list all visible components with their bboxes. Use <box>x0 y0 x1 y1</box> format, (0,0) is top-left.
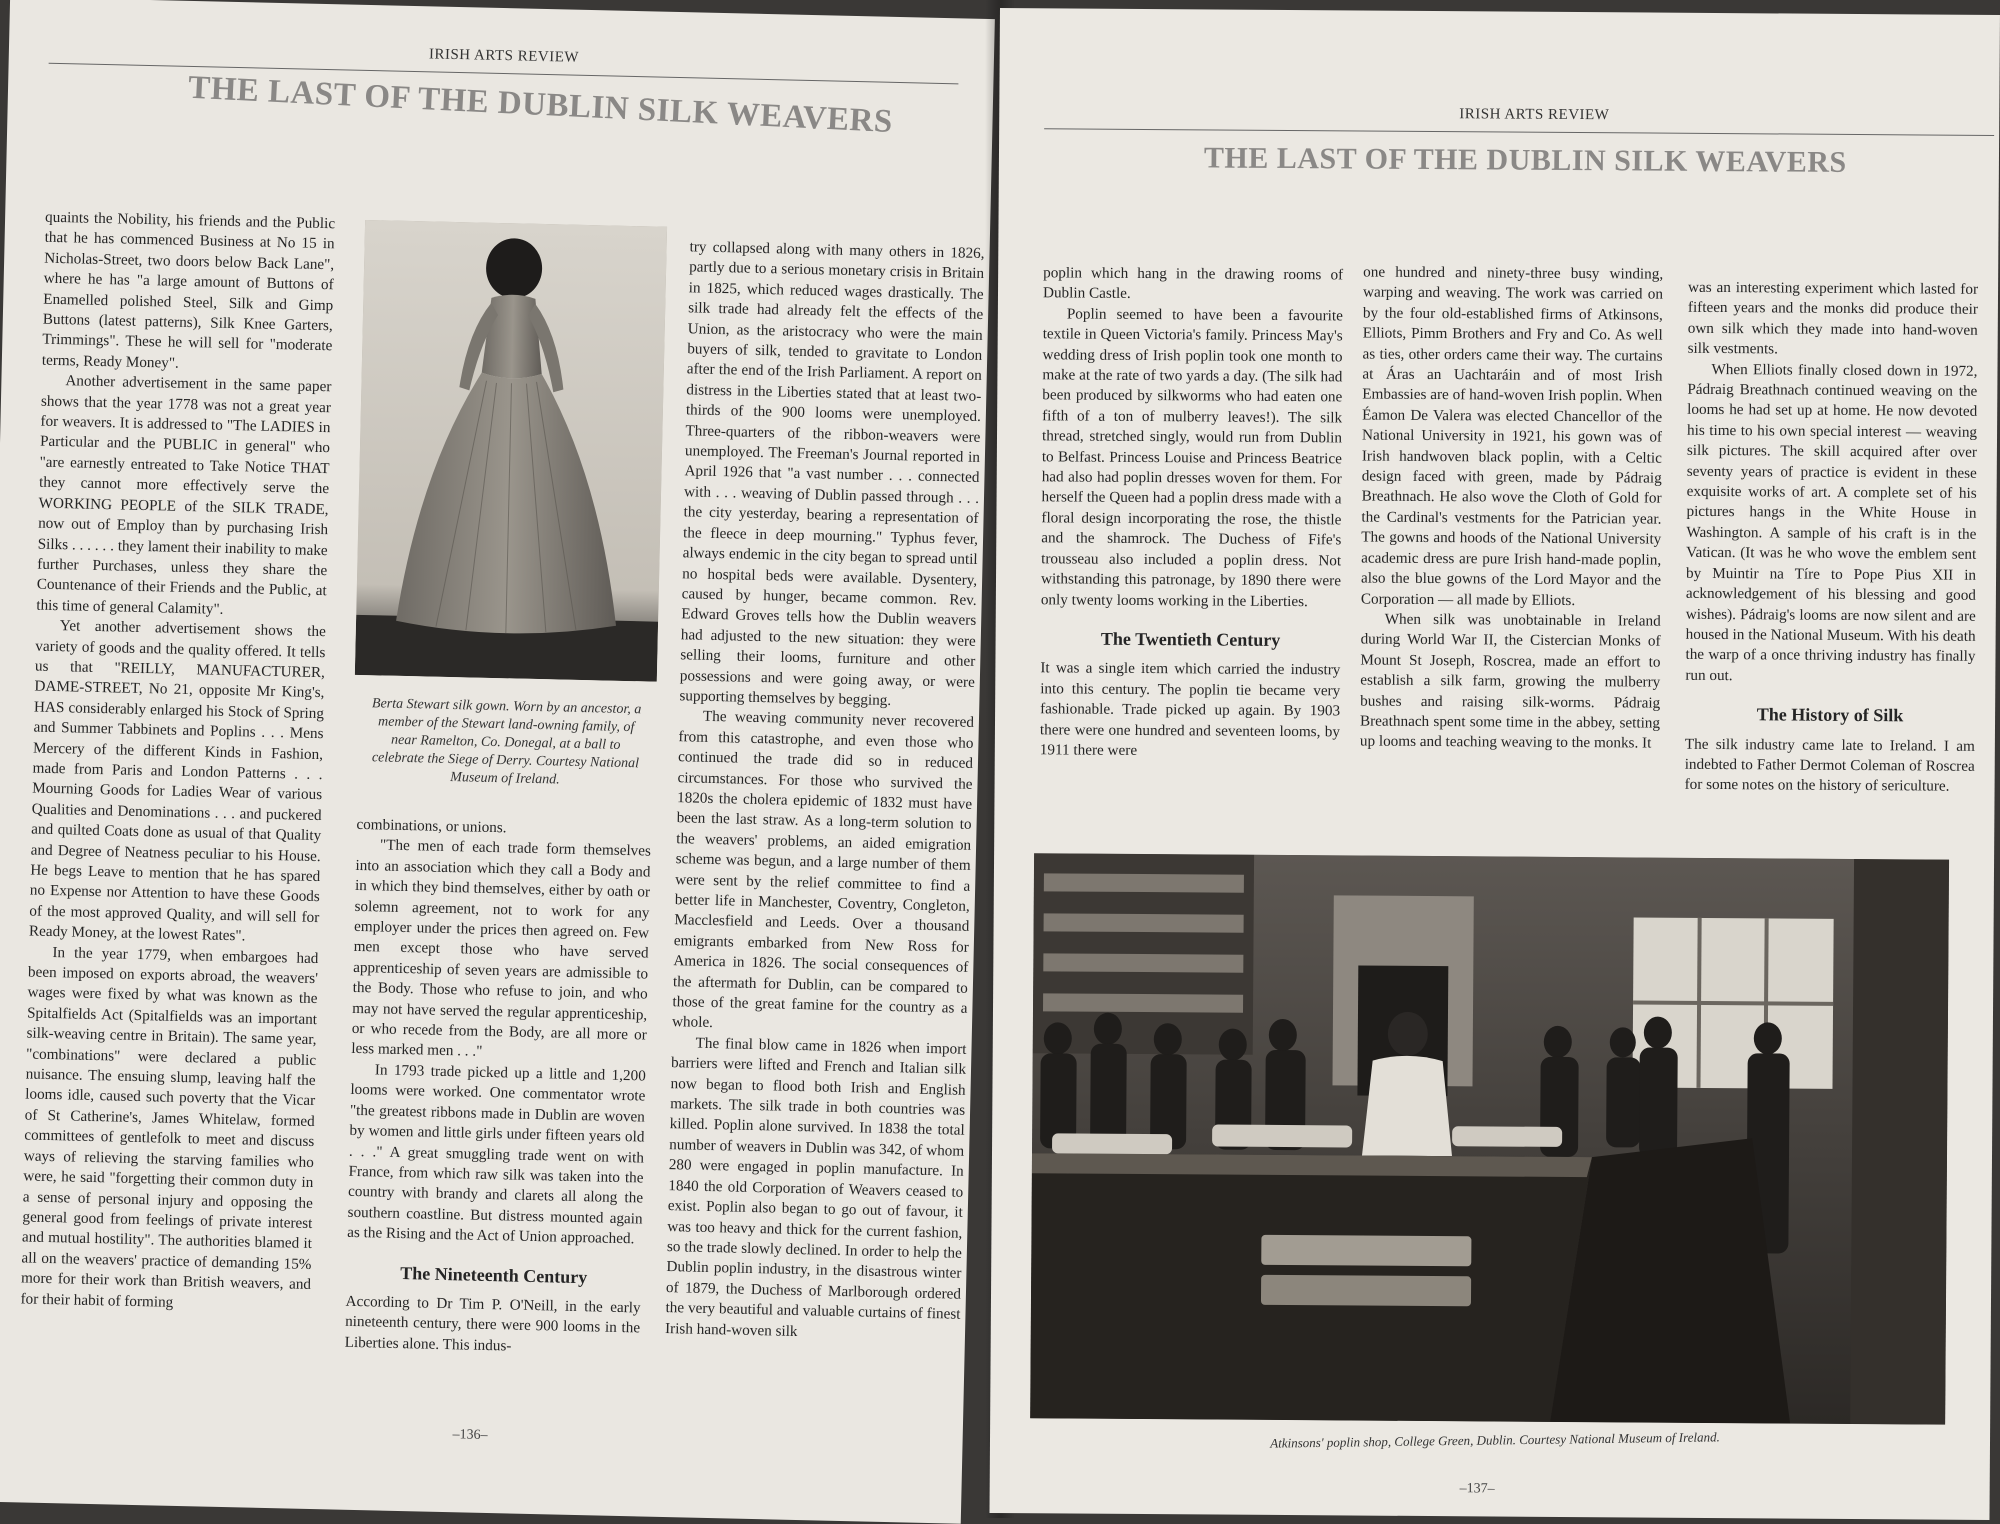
silk-gown-photo <box>355 220 667 682</box>
paragraph: Yet another advertisement shows the variety of goods and the quality offered. It tells us that "REILLY, MANUFACTURER, DAME-STREET, No 21, opposite Mr King's, HAS considerably enlarged his Stock of Spring and Summer Tabbinets and Poplins . . . Mens Mercery of the different Kinds in Fashion, made from Paris and London Patterns . . . Mourning Goods for Ladies Wear of various Qualities and Denominations . . . and puckered and quilted Coats done as usual of that Quality and Degree of Neatness peculiar to his House. He begs Leave to mention that he has spared no Expense nor Attention to have these Goods of the most approved Quality, and will sell for Ready Money, at the lowest Rates". <box>28 617 326 945</box>
paragraph: The weaving community never recovered from this catastrophe, and even those who continued the trade did so in reduced circumstances. For those who survived the 1820s the cholera epidemic of 1832 must have been the last straw. As a long-term solution to the weavers' problems, an aided emigration scheme was begun, and a large number of them were sent by the relief committee to find a better life in Manchester, Coventry, Congleton, Macclesfield and Leeds. Over a thousand emigrants embarked from New Ross for America in 1826. The social consequences of the aftermath for Dublin, can be compared to those of the great famine for the country as a whole. <box>671 708 975 1032</box>
page-title: THE LAST OF THE DUBLIN SILK WEAVERS <box>187 69 894 141</box>
running-head: IRISH ARTS REVIEW <box>428 46 580 66</box>
paragraph: According to Dr Tim P. O'Neill, in the early nineteenth century, there were 900 looms in the Liberties alone. This indus- <box>344 1292 641 1355</box>
paragraph: In the year 1779, when embargoes had been imposed on exports abroad, the weavers' wages were fixed by what was known as the Spitalfields Act (Spitalfields was an important silk-weaving centre in Britain). The same year, "combinations" were declared a public nuisance. The ensuing slump, leaving half the looms idle, caused such poverty that the Vicar of St Catherine's, James Whitelaw, formed committees of gentlefolk to meet and discuss ways of relieving the starving families who were, he said "forgetting their common duty in a sense of personal injury and opposing the general good from feelings of private interest and mutual hostility". The authorities blamed it all on the weavers' practice of demanding 15% more for their work than British weavers, and for their habit of forming <box>20 943 319 1311</box>
section-heading: The Nineteenth Century <box>400 1262 588 1287</box>
paragraph: Poplin seemed to have been a favourite textile in Queen Victoria's family. Princess May's wedding dress of Irish poplin took one month to make at the rate of two yards a day. (The silk had been produced by silkworms who had eaten one fifth of a ton of mulberry leaves!). The silk thread, stretched singly, would run from Dublin to Belfast. Princess Louise and Princess Beatrice had also had poplin dresses woven for them. For herself the Queen had a poplin dress made with a floral design incorporating the rose, the thistle and the shamrock. The Duchess of Fife's trousseau also included a poplin dress. Not withstanding this patronage, by 1890 there were only twenty looms working in the Liberties. <box>1040 305 1343 610</box>
page-title: THE LAST OF THE DUBLIN SILK WEAVERS <box>1203 141 1847 179</box>
paragraph: In 1793 trade picked up a little and 1,200 looms were worked. One commentator wrote "the greatest ribbons made in Dublin are woven by women and little girls under fifteen years old . . ." A great smuggling trade went on with France, from which raw silk was taken into the country with brandy and clarets all along the southern coastline. But distress mounted again as the Rising and the Act of Union approached. <box>346 1061 647 1248</box>
page-number: –137– <box>1459 1481 1495 1497</box>
paragraph: The final blow came in 1826 when import barriers were lifted and French and Italian silk now began to flood both Irish and English markets. The silk trade in both countries was killed. Poplin alone survived. In 1838 the total number of weavers in Dublin was 342, of whom 280 were engaged in poplin manufacture. In 1840 the old Corporation of Weavers ceased to exist. Poplin also began to go out of favour, it was too heavy and thick for the current fashion, so the trade slowly declined. In order to help the Dublin poplin industry, in the disastrous winter of 1879, the Duchess of Marlborough ordered the very beautiful and valuable curtains of finest Irish hand-woven silk <box>664 1034 967 1340</box>
shop-illustration <box>1030 853 1949 1424</box>
section-heading: The History of Silk <box>1756 704 1904 726</box>
paragraph: When silk was unobtainable in Ireland during World War II, the Cistercian Monks of Mount St Joseph, Roscrea, made an effort to establish a silk farm, growing the mulberry bushes and raising silk-worms. Pádraig Breathnach spent some time in the abbey, setting up looms and teaching weaving to the monks. It <box>1359 610 1661 752</box>
text-column-2 <box>1360 263 1663 755</box>
header-rule <box>49 63 959 85</box>
running-head: IRISH ARTS REVIEW <box>1459 106 1610 124</box>
paragraph: one hundred and ninety-three busy winding, warping and weaving. The work was carried on by the four old-established firms of Atkinsons, Elliots, Pimm Brothers and Fry and Co. As well as ties, other orders came their way. The curtains at Áras an Uachtaráin and of most Irish Embassies are of hand-woven Irish poplin. When Éamon De Valera was elected Chancellor of the National University in 1921, his gown was of Irish handwoven black poplin, with a Celtic design faced with green, made by Pádraig Breathnach. He also wove the Cloth of Gold for the Cardinal's vestments for the Patrician year. The gowns and hoods of the National University academic dress are pure Irish hand-made poplin, also the blue gowns of the Lord Mayor and the Corporation — all made by Elliots. <box>1360 263 1664 609</box>
gown-illustration <box>355 220 667 682</box>
paragraph: poplin which hang in the drawing rooms of Dublin Castle. <box>1042 264 1344 303</box>
page-number: –136– <box>452 1427 488 1444</box>
header-rule <box>1044 128 1994 136</box>
paragraph: It was a single item which carried the industry into this century. The poplin tie became very fashionable. Trade picked up again. By 1903 there were one hundred and seventeen looms, by 1911 there were <box>1039 659 1341 759</box>
paragraph: quaints the Nobility, his friends and the Public that he has commenced Business at No 15 in Nicholas-Street, two doors below Back Lane", where he has "a large amount of Buttons of Enamelled polished Steel, Silk and Gimp Buttons (latest patterns), Silk Knee Garters, Trimmings". These he will sell for "moderate terms, Ready Money". <box>41 208 336 372</box>
photo-caption: Atkinsons' poplin shop, College Green, Dublin. Courtesy National Museum of Ireland. <box>1270 1429 1720 1451</box>
section-heading: The Twentieth Century <box>1100 628 1281 650</box>
paragraph: The silk industry came late to Ireland. I am indebted to Father Dermot Coleman of Roscrea for some notes on the history of sericulture. <box>1684 735 1975 795</box>
paragraph: Another advertisement in the same paper shows that the year 1778 was not a great year for weavers. It is addressed to "The LADIES in Particular and the PUBLIC in general" who "are earnestly entreated to Take Notice THAT they cannot more effectively serve the WORKING PEOPLE of the SILK TRADE, now out of Employ than by purchasing Irish Silks . . . . . . they lament their inability to make further Purchases, unless they share the Countenance of their Friends and the Public, at this time of general Calamity". <box>36 372 332 618</box>
text-column-3 <box>665 237 985 1345</box>
paragraph: try collapsed along with many others in 1826, partly due to a serious monetary crisis in Britain in 1825, which reduced wages drastically. The silk trade had already felt the effects of the Union, as the aristocracy who were the main buyers of silk, tended to gravitate to London after the end of the Irish Parliament. A report on distress in the Liberties stated that at least two-thirds of the 900 looms were unemployed. Three-quarters of the ribbon-weavers were unemployed. The Freeman's Journal reported in April 1926 that "a vast number . . . connected with . . . weaving of Dublin passed through . . . the city yesterday, bearing a representation of the fleece in deep mourning." Typhus fever, always endemic in the city began to spread until no hospital beds were available. Dysentery, caused by hunger, became common. Rev. Edward Groves tells how the Dublin weavers had adjusted to the new situation: they were selling their looms, furniture and other possessions and were going away, or were supporting themselves by begging. <box>679 238 985 709</box>
right-page <box>989 8 1999 1520</box>
paragraph: "The men of each trade form themselves into an association which they call a Body and in which they bind themselves, either by oath or solemn agreement, not to work for any employer under the prices then agreed on. Few men except those who have served apprenticeship of seven years are admissible to the Body. Those who refuse to join, and who may not have served the regular apprenticeship, or who recede from the Body, are all more or less marked men . . ." <box>351 836 652 1061</box>
photo-caption: Berta Stewart silk gown. Worn by an ancestor, a member of the Stewart land-owning family, of near Ramelton, Co. Donegal, at a ball to celebrate the Siege of Derry. Courtesy National Museum of Ireland. <box>371 696 642 788</box>
poplin-shop-photo <box>1030 853 1949 1424</box>
text-column-1 <box>1040 263 1343 762</box>
paragraph: combinations, or unions. <box>356 815 507 837</box>
paragraph: When Elliots finally closed down in 1972, Pádraig Breathnach continued weaving on the looms he had set up at home. He now devoted his time to his own special interest — weaving silk pictures. The skill acquired after over seventy years of practice is evident in these exquisite works of art. A complete set of his pictures hangs in the White House in Washington. A sample of his craft is in the Vatican. (It was he who wove the emblem sent by Muintir na Tíre to Pope Pius XII in acknowledgement of his blessing and good wishes). Pádraig's looms are now silent and are housed in the National Museum. With his death the warp of a once thriving industry has finally run out. <box>1685 360 1978 684</box>
text-column-2 <box>344 815 651 1360</box>
text-column-3 <box>1685 278 1979 798</box>
left-page <box>0 0 995 1524</box>
paragraph: was an interesting experiment which lasted for fifteen years and the monks did produce their own silk which they made into hand-woven silk vestments. <box>1687 278 1979 358</box>
text-column-1 <box>20 208 335 1316</box>
